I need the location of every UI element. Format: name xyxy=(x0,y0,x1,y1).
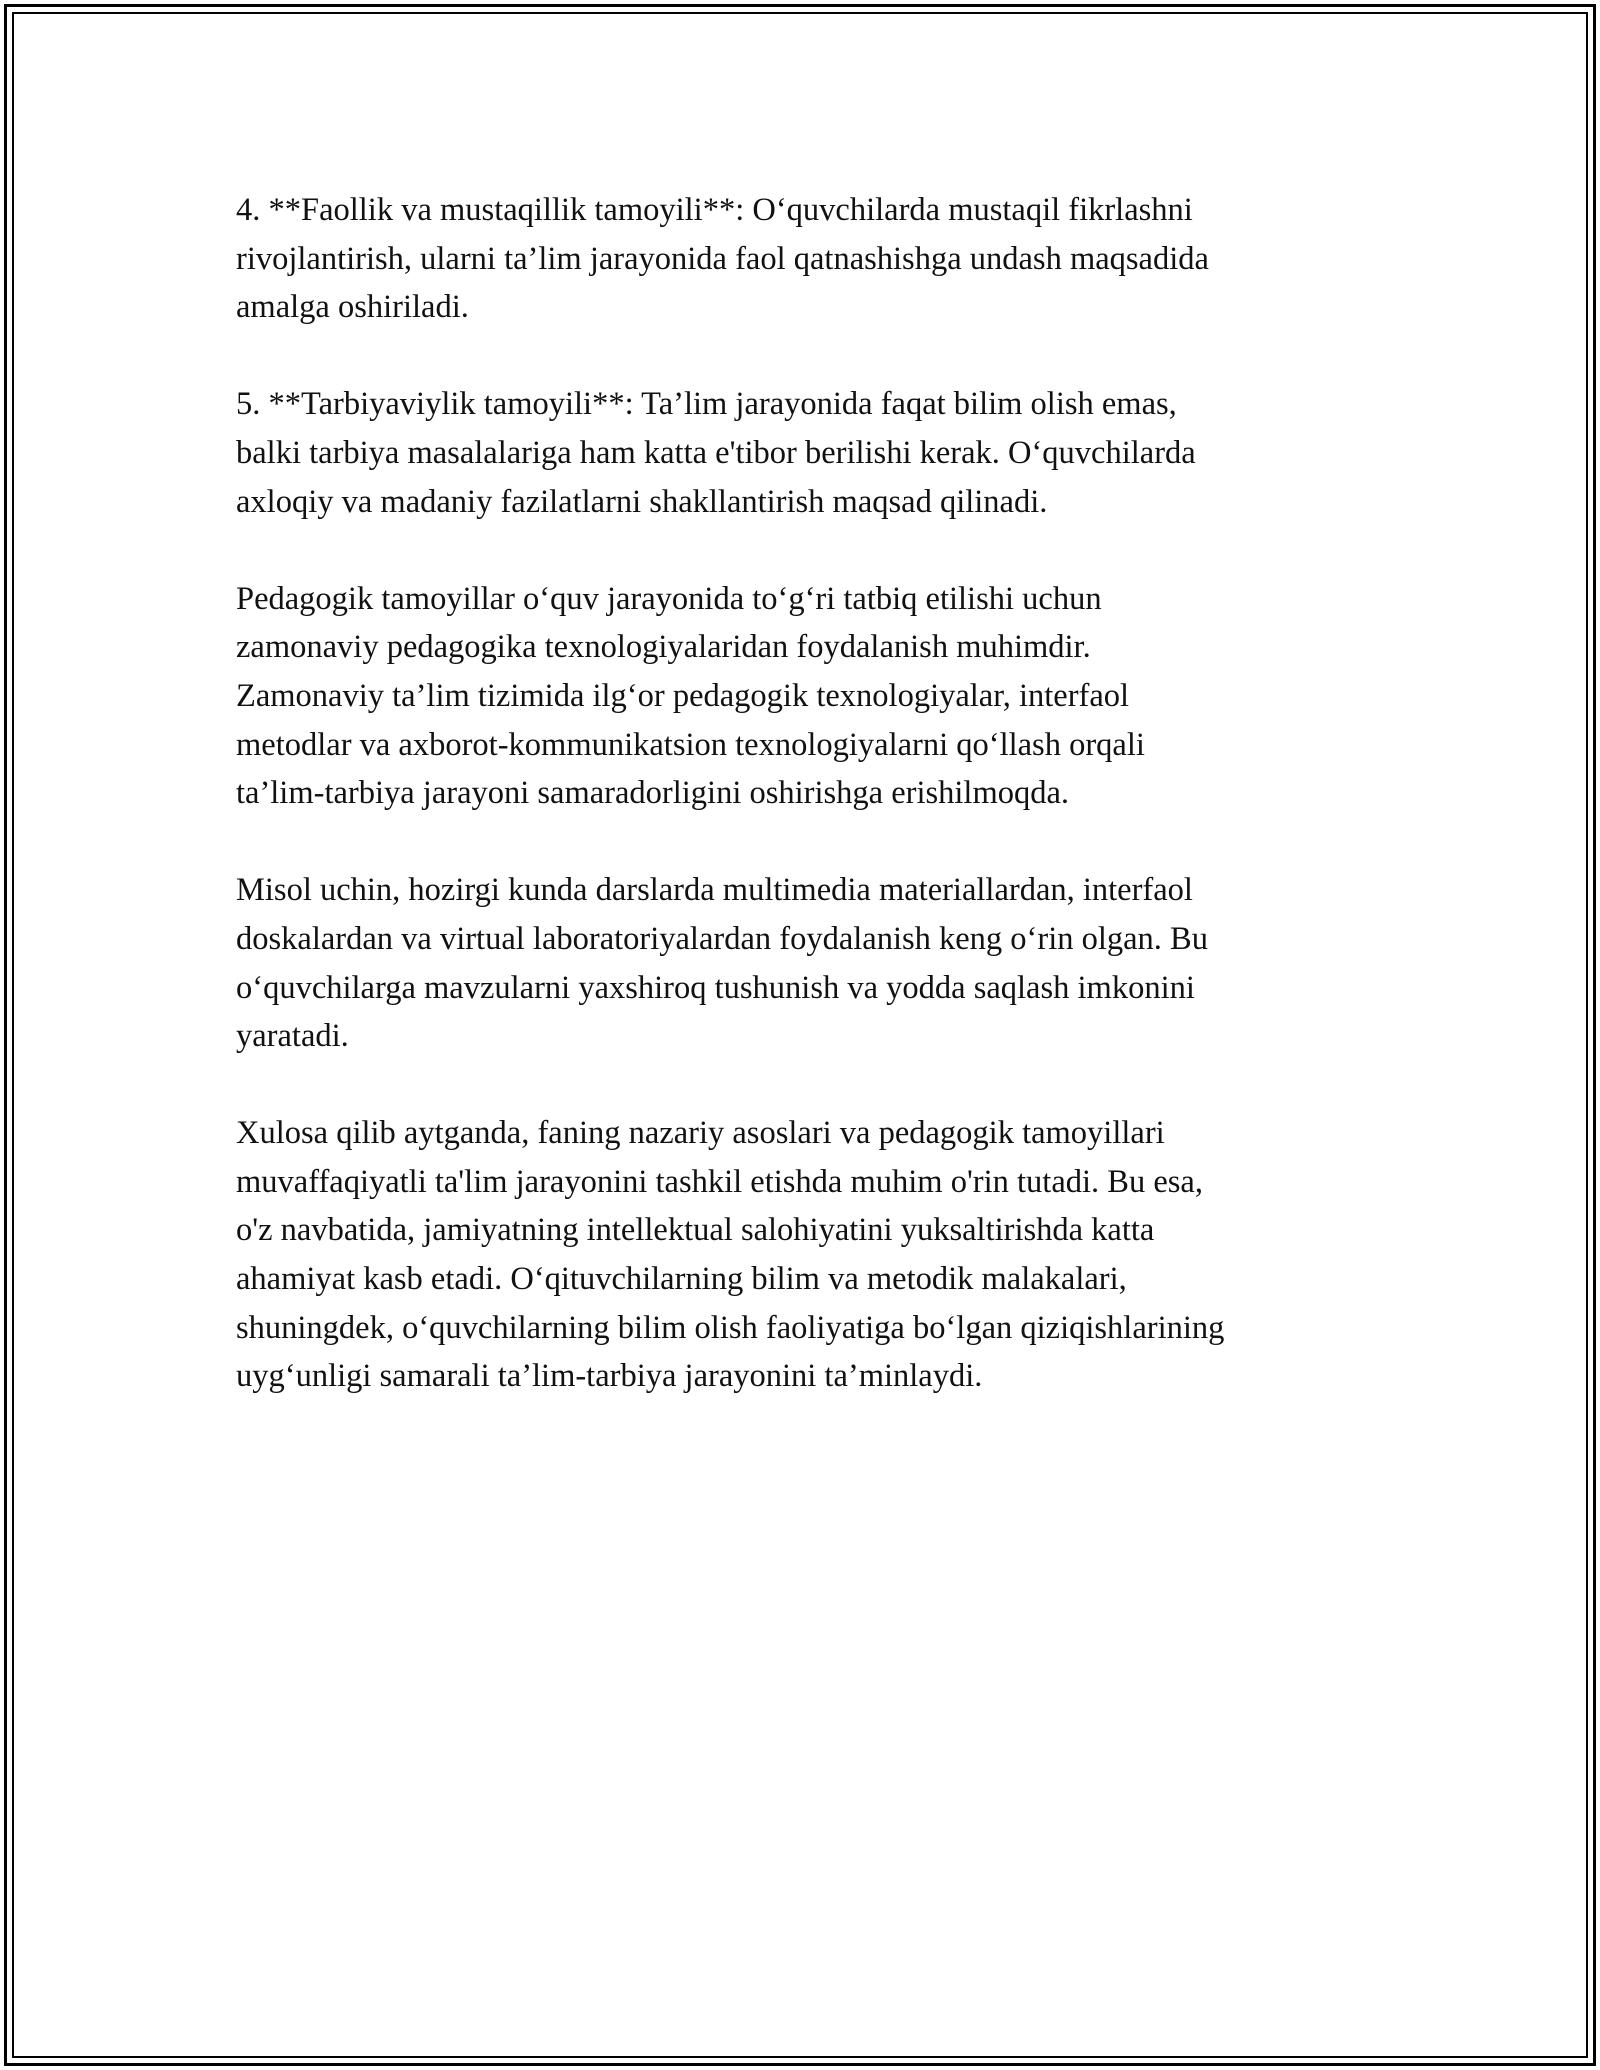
text-line: zamonaviy pedagogika texnologiyalaridan foydalanish muhimdir. xyxy=(236,629,1091,666)
text-line: metodlar va axborot-kommunikatsion texnologiyalarni qo‘llash orqali xyxy=(236,726,1145,763)
text-line: 4. **Faollik va mustaqillik tamoyili**: O‘quvchilarda mustaqil fikrlashni xyxy=(236,192,1193,228)
text-line: ahamiyat kasb etadi. O‘qituvchilarning bilim va metodik malakalari, xyxy=(236,1261,1127,1298)
text-line: muvaffaqiyatli ta'lim jarayonini tashkil etishda muhim o'rin tutadi. Bu esa, xyxy=(236,1163,1203,1200)
paragraph-example xyxy=(236,866,1376,1060)
text-line: Misol uchin, hozirgi kunda darslarda multimedia materiallardan, interfaol xyxy=(236,872,1193,909)
paragraph-principle-4 xyxy=(236,186,1376,332)
text-line: balki tarbiya masalalariga ham katta e'tibor berilishi kerak. O‘quvchilarda xyxy=(236,434,1196,471)
text-line: o‘quvchilarga mavzularni yaxshiroq tushunish va yodda saqlash imkonini xyxy=(236,969,1195,1006)
paragraph-principle-5 xyxy=(236,380,1376,526)
paragraph-pedagogical-principles xyxy=(236,575,1376,818)
document-body xyxy=(236,186,1376,1449)
text-line: Zamonaviy ta’lim tizimida ilg‘or pedagogik texnologiyalar, interfaol xyxy=(236,677,1130,714)
text-line: yaratadi. xyxy=(236,1018,349,1055)
text-line: Xulosa qilib aytganda, faning nazariy asoslari va pedagogik tamoyillari xyxy=(236,1115,1165,1152)
paragraph-conclusion xyxy=(236,1109,1376,1401)
text-line: ta’lim-tarbiya jarayoni samaradorligini oshirishga erishilmoqda. xyxy=(236,775,1070,812)
text-line: o'z navbatida, jamiyatning intellektual salohiyatini yuksaltirishda katta xyxy=(236,1212,1155,1249)
text-line: uyg‘unligi samarali ta’lim-tarbiya jarayonini ta’minlaydi. xyxy=(236,1358,983,1395)
text-line: rivojlantirish, ularni ta’lim jarayonida faol qatnashishga undash maqsadida xyxy=(236,240,1209,277)
text-line: axloqiy va madaniy fazilatlarni shakllantirish maqsad qilinadi. xyxy=(236,483,1048,520)
text-line: 5. **Tarbiyaviylik tamoyili**: Ta’lim jarayonida faqat bilim olish emas, xyxy=(236,386,1177,423)
text-line: doskalardan va virtual laboratoriyalardan foydalanish keng o‘rin olgan. Bu xyxy=(236,920,1208,957)
text-line: shuningdek, o‘quvchilarning bilim olish faoliyatiga bo‘lgan qiziqishlarining xyxy=(236,1309,1225,1346)
text-line: Pedagogik tamoyillar o‘quv jarayonida to‘g‘ri tatbiq etilishi uchun xyxy=(236,580,1102,617)
text-line: amalga oshiriladi. xyxy=(236,289,469,326)
